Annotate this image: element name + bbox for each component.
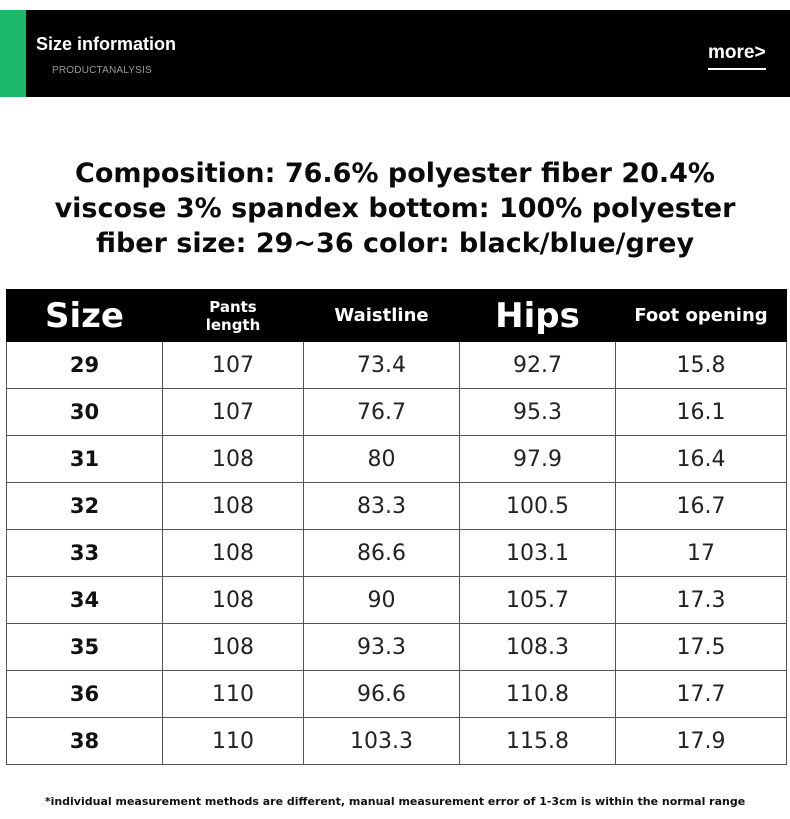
pants-length-cell: 108 [163, 483, 304, 530]
table-row [7, 389, 787, 436]
hips-cell: 115.8 [460, 718, 616, 765]
footnote: *individual measurement methods are different, manual measurement error of 1-3cm is within the normal range [44, 795, 746, 808]
size-cell: 35 [7, 624, 163, 671]
header-subtitle: PRODUCTANALYSIS [52, 65, 152, 76]
hips-cell: 105.7 [460, 577, 616, 624]
waistline-cell: 90 [304, 577, 460, 624]
table-header-row [7, 290, 787, 342]
pants-length-cell: 108 [163, 624, 304, 671]
pants-length-cell: 107 [163, 389, 304, 436]
pants-length-cell: 108 [163, 436, 304, 483]
size-cell: 29 [7, 342, 163, 389]
composition-line: viscose 3% spandex bottom: 100% polyester [54, 193, 736, 224]
foot-opening-cell: 17.7 [616, 671, 787, 718]
size-cell: 34 [7, 577, 163, 624]
pants-length-cell: 110 [163, 718, 304, 765]
table-row [7, 671, 787, 718]
foot-opening-cell: 17 [616, 530, 787, 577]
table-row [7, 342, 787, 389]
waistline-cell: 93.3 [304, 624, 460, 671]
table-row [7, 530, 787, 577]
header-waistline: Waistline [304, 290, 460, 342]
table-row [7, 577, 787, 624]
size-cell: 33 [7, 530, 163, 577]
composition-line: fiber size: 29~36 color: black/blue/grey [95, 228, 695, 259]
foot-opening-cell: 16.1 [616, 389, 787, 436]
hips-cell: 97.9 [460, 436, 616, 483]
waistline-cell: 83.3 [304, 483, 460, 530]
header-pants-line2: length [205, 315, 261, 334]
foot-opening-cell: 16.4 [616, 436, 787, 483]
header-size: Size [7, 290, 163, 342]
composition-text [0, 156, 790, 261]
hips-cell: 95.3 [460, 389, 616, 436]
more-link[interactable]: more> [708, 42, 766, 70]
header-hips: Hips [460, 290, 616, 342]
waistline-cell: 103.3 [304, 718, 460, 765]
hips-cell: 108.3 [460, 624, 616, 671]
table-row [7, 483, 787, 530]
size-table [6, 289, 787, 765]
waistline-cell: 96.6 [304, 671, 460, 718]
header-title: Size information [36, 34, 177, 54]
header-foot-opening: Foot opening [616, 290, 787, 342]
hips-cell: 110.8 [460, 671, 616, 718]
pants-length-cell: 108 [163, 530, 304, 577]
table-row [7, 436, 787, 483]
waistline-cell: 73.4 [304, 342, 460, 389]
hips-cell: 92.7 [460, 342, 616, 389]
size-cell: 30 [7, 389, 163, 436]
size-cell: 36 [7, 671, 163, 718]
header-pants-line1: Pants [209, 297, 257, 316]
pants-length-cell: 110 [163, 671, 304, 718]
hips-cell: 100.5 [460, 483, 616, 530]
size-cell: 32 [7, 483, 163, 530]
size-cell: 31 [7, 436, 163, 483]
accent-bar [0, 10, 26, 97]
table-row [7, 718, 787, 765]
waistline-cell: 76.7 [304, 389, 460, 436]
foot-opening-cell: 17.9 [616, 718, 787, 765]
waistline-cell: 80 [304, 436, 460, 483]
waistline-cell: 86.6 [304, 530, 460, 577]
foot-opening-cell: 16.7 [616, 483, 787, 530]
hips-cell: 103.1 [460, 530, 616, 577]
foot-opening-cell: 17.5 [616, 624, 787, 671]
size-cell: 38 [7, 718, 163, 765]
pants-length-cell: 107 [163, 342, 304, 389]
composition-line: Composition: 76.6% polyester fiber 20.4% [75, 158, 715, 189]
table-row [7, 624, 787, 671]
foot-opening-cell: 17.3 [616, 577, 787, 624]
header-pants-length [163, 290, 304, 342]
pants-length-cell: 108 [163, 577, 304, 624]
header-banner [0, 10, 790, 97]
foot-opening-cell: 15.8 [616, 342, 787, 389]
